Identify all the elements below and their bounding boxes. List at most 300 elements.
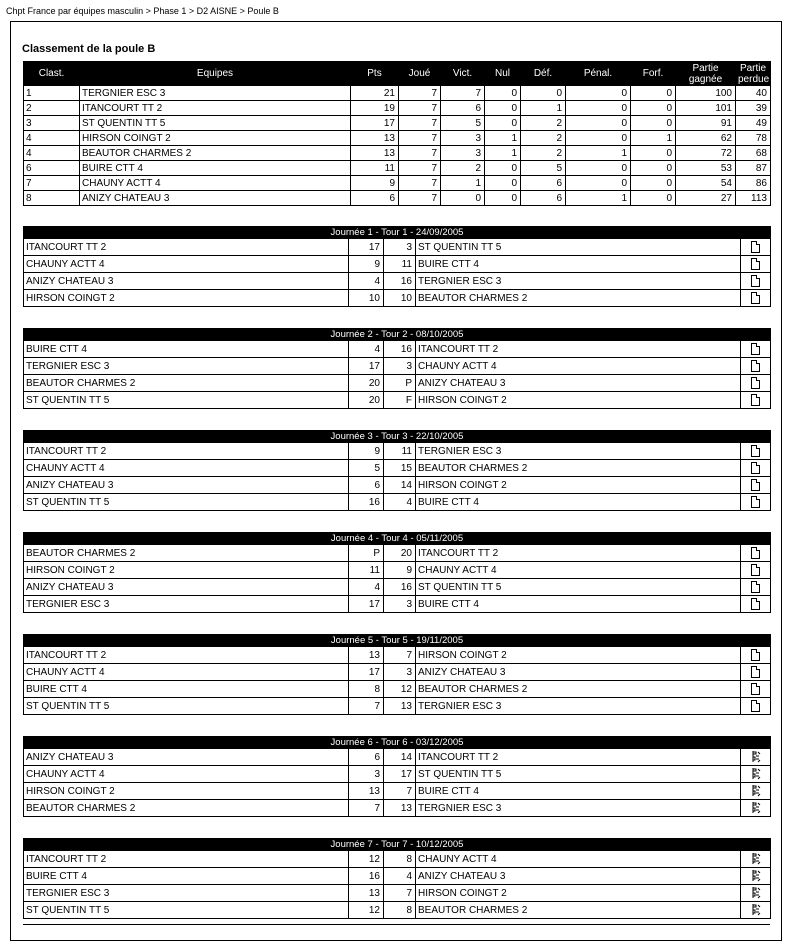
- document-icon[interactable]: [751, 683, 760, 695]
- losses-cell: 2: [521, 131, 566, 146]
- games-lost-cell: 78: [736, 131, 771, 146]
- match-sheet-cell[interactable]: [741, 783, 771, 800]
- document-icon[interactable]: [751, 275, 760, 287]
- penalties-cell: 0: [566, 116, 631, 131]
- document-icon[interactable]: [751, 462, 760, 474]
- team-cell: ST QUENTIN TT 5: [80, 116, 351, 131]
- away-team: BEAUTOR CHARMES 2: [416, 902, 741, 919]
- losses-cell: 2: [521, 116, 566, 131]
- forfeits-cell: 0: [631, 161, 676, 176]
- home-team: HIRSON COINGT 2: [24, 562, 349, 579]
- wins-cell: 0: [441, 191, 485, 206]
- away-score: 10: [384, 290, 416, 307]
- wins-cell: 3: [441, 131, 485, 146]
- match-sheet-cell[interactable]: [741, 800, 771, 817]
- document-icon[interactable]: [751, 598, 760, 610]
- games-won-cell: 53: [676, 161, 736, 176]
- document-icon[interactable]: [751, 666, 760, 678]
- match-sheet-cell[interactable]: [741, 358, 771, 375]
- home-team: TERGNIER ESC 3: [24, 596, 349, 613]
- match-sheet-cell[interactable]: [741, 290, 771, 307]
- home-team: CHAUNY ACTT 4: [24, 664, 349, 681]
- home-score: 9: [349, 256, 384, 273]
- home-team: BEAUTOR CHARMES 2: [24, 800, 349, 817]
- home-team: ANIZY CHATEAU 3: [24, 579, 349, 596]
- home-team: ITANCOURT TT 2: [24, 239, 349, 256]
- match-row: [24, 256, 771, 273]
- document-icon[interactable]: [751, 700, 760, 712]
- match-row: [24, 477, 771, 494]
- home-score: 6: [349, 477, 384, 494]
- match-row: [24, 341, 771, 358]
- standings-row: [24, 161, 771, 176]
- rank-cell: 7: [24, 176, 80, 191]
- away-team: BEAUTOR CHARMES 2: [416, 681, 741, 698]
- team-cell: CHAUNY ACTT 4: [80, 176, 351, 191]
- header-penalties: Pénal.: [566, 62, 631, 86]
- header-games-lost: Partie perdue: [736, 62, 771, 86]
- penalties-cell: 0: [566, 86, 631, 101]
- away-team: ST QUENTIN TT 5: [416, 579, 741, 596]
- header-points: Pts: [351, 62, 399, 86]
- away-score: P: [384, 375, 416, 392]
- draws-cell: 0: [485, 176, 521, 191]
- home-score: 5: [349, 460, 384, 477]
- away-score: 20: [384, 545, 416, 562]
- played-cell: 7: [399, 176, 441, 191]
- games-won-cell: 62: [676, 131, 736, 146]
- games-won-cell: 100: [676, 86, 736, 101]
- home-score: 12: [349, 851, 384, 868]
- round-table: [23, 328, 771, 409]
- points-cell: 13: [351, 146, 399, 161]
- penalties-cell: 0: [566, 176, 631, 191]
- round-table: [23, 634, 771, 715]
- away-score: 13: [384, 698, 416, 715]
- away-score: 7: [384, 783, 416, 800]
- away-score: 8: [384, 902, 416, 919]
- home-team: TERGNIER ESC 3: [24, 885, 349, 902]
- played-cell: 7: [399, 146, 441, 161]
- home-team: HIRSON COINGT 2: [24, 783, 349, 800]
- home-score: 12: [349, 902, 384, 919]
- away-score: 3: [384, 239, 416, 256]
- games-lost-cell: 39: [736, 101, 771, 116]
- match-row: [24, 562, 771, 579]
- match-row: [24, 443, 771, 460]
- away-score: 3: [384, 664, 416, 681]
- away-team: ANIZY CHATEAU 3: [416, 868, 741, 885]
- rank-cell: 6: [24, 161, 80, 176]
- home-team: BUIRE CTT 4: [24, 868, 349, 885]
- document-icon[interactable]: [751, 564, 760, 576]
- home-score: 13: [349, 647, 384, 664]
- match-row: [24, 800, 771, 817]
- home-team: BEAUTOR CHARMES 2: [24, 545, 349, 562]
- home-team: ANIZY CHATEAU 3: [24, 273, 349, 290]
- wins-cell: 1: [441, 176, 485, 191]
- rank-cell: 1: [24, 86, 80, 101]
- away-team: TERGNIER ESC 3: [416, 273, 741, 290]
- draws-cell: 0: [485, 101, 521, 116]
- match-sheet-cell[interactable]: [741, 562, 771, 579]
- penalties-cell: 0: [566, 131, 631, 146]
- match-row: [24, 698, 771, 715]
- away-score: F: [384, 392, 416, 409]
- home-score: 17: [349, 358, 384, 375]
- round-table: [23, 532, 771, 613]
- match-row: [24, 392, 771, 409]
- penalties-cell: 1: [566, 146, 631, 161]
- home-score: 17: [349, 596, 384, 613]
- home-team: BUIRE CTT 4: [24, 681, 349, 698]
- away-team: ST QUENTIN TT 5: [416, 766, 741, 783]
- rank-cell: 4: [24, 146, 80, 161]
- header-forfeits: Forf.: [631, 62, 676, 86]
- home-score: 8: [349, 681, 384, 698]
- away-team: ANIZY CHATEAU 3: [416, 664, 741, 681]
- forfeits-cell: 0: [631, 116, 676, 131]
- home-score: 6: [349, 749, 384, 766]
- home-score: 13: [349, 783, 384, 800]
- pending-icon[interactable]: [750, 767, 762, 780]
- points-cell: 19: [351, 101, 399, 116]
- away-score: 16: [384, 341, 416, 358]
- draws-cell: 0: [485, 161, 521, 176]
- away-score: 16: [384, 579, 416, 596]
- header-draws: Nul: [485, 62, 521, 86]
- home-score: 7: [349, 698, 384, 715]
- played-cell: 7: [399, 191, 441, 206]
- away-score: 4: [384, 494, 416, 511]
- forfeits-cell: 0: [631, 146, 676, 161]
- document-icon[interactable]: [751, 581, 760, 593]
- match-row: [24, 885, 771, 902]
- home-score: 9: [349, 443, 384, 460]
- away-score: 14: [384, 749, 416, 766]
- away-team: BUIRE CTT 4: [416, 596, 741, 613]
- home-score: 16: [349, 494, 384, 511]
- away-team: HIRSON COINGT 2: [416, 885, 741, 902]
- games-lost-cell: 68: [736, 146, 771, 161]
- rank-cell: 3: [24, 116, 80, 131]
- match-row: [24, 494, 771, 511]
- header-losses: Déf.: [521, 62, 566, 86]
- away-score: 9: [384, 562, 416, 579]
- points-cell: 17: [351, 116, 399, 131]
- match-sheet-cell[interactable]: [741, 766, 771, 783]
- header-played: Joué: [399, 62, 441, 86]
- round-title: Journée 3 - Tour 3 - 22/10/2005: [24, 431, 771, 443]
- standings-row: [24, 86, 771, 101]
- penalties-cell: 1: [566, 191, 631, 206]
- away-score: 12: [384, 681, 416, 698]
- team-cell: HIRSON COINGT 2: [80, 131, 351, 146]
- home-team: BEAUTOR CHARMES 2: [24, 375, 349, 392]
- document-icon[interactable]: [751, 343, 760, 355]
- away-score: 7: [384, 647, 416, 664]
- match-sheet-cell[interactable]: [741, 749, 771, 766]
- match-sheet-cell[interactable]: [741, 273, 771, 290]
- home-team: ST QUENTIN TT 5: [24, 902, 349, 919]
- home-score: 4: [349, 273, 384, 290]
- draws-cell: 0: [485, 191, 521, 206]
- match-sheet-cell[interactable]: [741, 885, 771, 902]
- round-table: [23, 226, 771, 307]
- losses-cell: 2: [521, 146, 566, 161]
- round-title: Journée 7 - Tour 7 - 10/12/2005: [24, 839, 771, 851]
- header-games-won: Partie gagnée: [676, 62, 736, 86]
- match-row: [24, 749, 771, 766]
- forfeits-cell: 1: [631, 131, 676, 146]
- pending-icon[interactable]: [750, 852, 762, 865]
- match-sheet-cell[interactable]: [741, 902, 771, 919]
- pending-icon[interactable]: [750, 801, 762, 814]
- home-score: 16: [349, 868, 384, 885]
- home-team: BUIRE CTT 4: [24, 341, 349, 358]
- away-team: ITANCOURT TT 2: [416, 749, 741, 766]
- away-team: ST QUENTIN TT 5: [416, 239, 741, 256]
- home-score: 11: [349, 562, 384, 579]
- forfeits-cell: 0: [631, 101, 676, 116]
- games-lost-cell: 87: [736, 161, 771, 176]
- standings-row: [24, 191, 771, 206]
- losses-cell: 0: [521, 86, 566, 101]
- standings-row: [24, 131, 771, 146]
- away-team: TERGNIER ESC 3: [416, 443, 741, 460]
- home-team: CHAUNY ACTT 4: [24, 460, 349, 477]
- games-won-cell: 72: [676, 146, 736, 161]
- losses-cell: 1: [521, 101, 566, 116]
- rank-cell: 4: [24, 131, 80, 146]
- document-icon[interactable]: [751, 258, 760, 270]
- away-team: CHAUNY ACTT 4: [416, 851, 741, 868]
- away-score: 15: [384, 460, 416, 477]
- games-lost-cell: 113: [736, 191, 771, 206]
- header-rank: Clast.: [24, 62, 80, 86]
- match-sheet-cell[interactable]: [741, 664, 771, 681]
- standings-table: [23, 61, 771, 206]
- away-team: ITANCOURT TT 2: [416, 545, 741, 562]
- penalties-cell: 0: [566, 161, 631, 176]
- away-score: 17: [384, 766, 416, 783]
- match-row: [24, 273, 771, 290]
- document-icon[interactable]: [751, 360, 760, 372]
- round-table: [23, 430, 771, 511]
- match-sheet-cell[interactable]: [741, 596, 771, 613]
- home-team: CHAUNY ACTT 4: [24, 766, 349, 783]
- losses-cell: 5: [521, 161, 566, 176]
- home-score: 10: [349, 290, 384, 307]
- wins-cell: 6: [441, 101, 485, 116]
- match-row: [24, 647, 771, 664]
- away-team: CHAUNY ACTT 4: [416, 358, 741, 375]
- home-team: ST QUENTIN TT 5: [24, 698, 349, 715]
- match-sheet-cell[interactable]: [741, 239, 771, 256]
- match-row: [24, 545, 771, 562]
- match-row: [24, 783, 771, 800]
- match-sheet-cell[interactable]: [741, 494, 771, 511]
- points-cell: 9: [351, 176, 399, 191]
- games-lost-cell: 40: [736, 86, 771, 101]
- pending-icon[interactable]: [750, 750, 762, 763]
- match-sheet-cell[interactable]: [741, 851, 771, 868]
- wins-cell: 2: [441, 161, 485, 176]
- away-team: BUIRE CTT 4: [416, 494, 741, 511]
- match-row: [24, 596, 771, 613]
- standings-row: [24, 116, 771, 131]
- match-sheet-cell[interactable]: [741, 647, 771, 664]
- match-row: [24, 664, 771, 681]
- match-sheet-cell[interactable]: [741, 341, 771, 358]
- played-cell: 7: [399, 86, 441, 101]
- home-score: 17: [349, 239, 384, 256]
- match-sheet-cell[interactable]: [741, 256, 771, 273]
- pending-icon[interactable]: [750, 869, 762, 882]
- match-sheet-cell[interactable]: [741, 477, 771, 494]
- match-sheet-cell[interactable]: [741, 681, 771, 698]
- document-icon[interactable]: [751, 377, 760, 389]
- home-score: 7: [349, 800, 384, 817]
- games-won-cell: 91: [676, 116, 736, 131]
- match-sheet-cell[interactable]: [741, 579, 771, 596]
- round-title: Journée 1 - Tour 1 - 24/09/2005: [24, 227, 771, 239]
- away-score: 11: [384, 256, 416, 273]
- wins-cell: 5: [441, 116, 485, 131]
- document-icon[interactable]: [751, 445, 760, 457]
- games-lost-cell: 49: [736, 116, 771, 131]
- round-title: Journée 2 - Tour 2 - 08/10/2005: [24, 329, 771, 341]
- home-score: 4: [349, 579, 384, 596]
- points-cell: 6: [351, 191, 399, 206]
- away-score: 11: [384, 443, 416, 460]
- home-score: 3: [349, 766, 384, 783]
- home-score: P: [349, 545, 384, 562]
- document-icon[interactable]: [751, 292, 760, 304]
- round-table: [23, 838, 771, 919]
- forfeits-cell: 0: [631, 191, 676, 206]
- home-team: ANIZY CHATEAU 3: [24, 477, 349, 494]
- played-cell: 7: [399, 116, 441, 131]
- breadcrumb: Chpt France par équipes masculin > Phase 1 > D2 AISNE > Poule B: [6, 6, 279, 16]
- away-score: 3: [384, 358, 416, 375]
- pending-icon[interactable]: [750, 886, 762, 899]
- home-team: ITANCOURT TT 2: [24, 647, 349, 664]
- pending-icon[interactable]: [750, 903, 762, 916]
- document-icon[interactable]: [751, 547, 760, 559]
- points-cell: 11: [351, 161, 399, 176]
- away-team: BUIRE CTT 4: [416, 783, 741, 800]
- home-team: CHAUNY ACTT 4: [24, 256, 349, 273]
- header-team: Equipes: [80, 62, 351, 86]
- home-team: ST QUENTIN TT 5: [24, 494, 349, 511]
- match-row: [24, 375, 771, 392]
- away-score: 7: [384, 885, 416, 902]
- played-cell: 7: [399, 161, 441, 176]
- forfeits-cell: 0: [631, 176, 676, 191]
- away-team: HIRSON COINGT 2: [416, 647, 741, 664]
- draws-cell: 0: [485, 86, 521, 101]
- games-lost-cell: 86: [736, 176, 771, 191]
- home-team: ANIZY CHATEAU 3: [24, 749, 349, 766]
- team-cell: ANIZY CHATEAU 3: [80, 191, 351, 206]
- away-team: CHAUNY ACTT 4: [416, 562, 741, 579]
- games-won-cell: 27: [676, 191, 736, 206]
- away-team: BEAUTOR CHARMES 2: [416, 460, 741, 477]
- away-team: HIRSON COINGT 2: [416, 392, 741, 409]
- team-cell: BUIRE CTT 4: [80, 161, 351, 176]
- home-score: 20: [349, 375, 384, 392]
- home-team: ST QUENTIN TT 5: [24, 392, 349, 409]
- standings-row: [24, 176, 771, 191]
- away-team: BUIRE CTT 4: [416, 256, 741, 273]
- home-score: 17: [349, 664, 384, 681]
- match-row: [24, 239, 771, 256]
- match-sheet-cell[interactable]: [741, 545, 771, 562]
- document-icon[interactable]: [751, 394, 760, 406]
- team-cell: BEAUTOR CHARMES 2: [80, 146, 351, 161]
- forfeits-cell: 0: [631, 86, 676, 101]
- document-icon[interactable]: [751, 241, 760, 253]
- home-score: 13: [349, 885, 384, 902]
- match-row: [24, 579, 771, 596]
- match-row: [24, 460, 771, 477]
- document-icon[interactable]: [751, 649, 760, 661]
- points-cell: 21: [351, 86, 399, 101]
- round-title: Journée 4 - Tour 4 - 05/11/2005: [24, 533, 771, 545]
- played-cell: 7: [399, 131, 441, 146]
- home-score: 20: [349, 392, 384, 409]
- away-score: 14: [384, 477, 416, 494]
- pending-icon[interactable]: [750, 784, 762, 797]
- draws-cell: 1: [485, 146, 521, 161]
- header-wins: Vict.: [441, 62, 485, 86]
- document-icon[interactable]: [751, 479, 760, 491]
- team-cell: ITANCOURT TT 2: [80, 101, 351, 116]
- away-score: 13: [384, 800, 416, 817]
- bottom-rule: [23, 924, 770, 925]
- rank-cell: 8: [24, 191, 80, 206]
- match-row: [24, 358, 771, 375]
- team-cell: TERGNIER ESC 3: [80, 86, 351, 101]
- draws-cell: 1: [485, 131, 521, 146]
- round-title: Journée 5 - Tour 5 - 19/11/2005: [24, 635, 771, 647]
- match-row: [24, 851, 771, 868]
- draws-cell: 0: [485, 116, 521, 131]
- match-row: [24, 868, 771, 885]
- match-sheet-cell[interactable]: [741, 868, 771, 885]
- home-team: TERGNIER ESC 3: [24, 358, 349, 375]
- match-sheet-cell[interactable]: [741, 698, 771, 715]
- match-row: [24, 766, 771, 783]
- away-team: HIRSON COINGT 2: [416, 477, 741, 494]
- away-score: 16: [384, 273, 416, 290]
- home-team: ITANCOURT TT 2: [24, 443, 349, 460]
- rank-cell: 2: [24, 101, 80, 116]
- penalties-cell: 0: [566, 101, 631, 116]
- away-score: 4: [384, 868, 416, 885]
- document-icon[interactable]: [751, 496, 760, 508]
- home-score: 4: [349, 341, 384, 358]
- match-sheet-cell[interactable]: [741, 392, 771, 409]
- match-sheet-cell[interactable]: [741, 375, 771, 392]
- away-team: ITANCOURT TT 2: [416, 341, 741, 358]
- page-title: Classement de la poule B: [22, 43, 156, 55]
- match-sheet-cell[interactable]: [741, 443, 771, 460]
- round-title: Journée 6 - Tour 6 - 03/12/2005: [24, 737, 771, 749]
- home-team: ITANCOURT TT 2: [24, 851, 349, 868]
- match-sheet-cell[interactable]: [741, 460, 771, 477]
